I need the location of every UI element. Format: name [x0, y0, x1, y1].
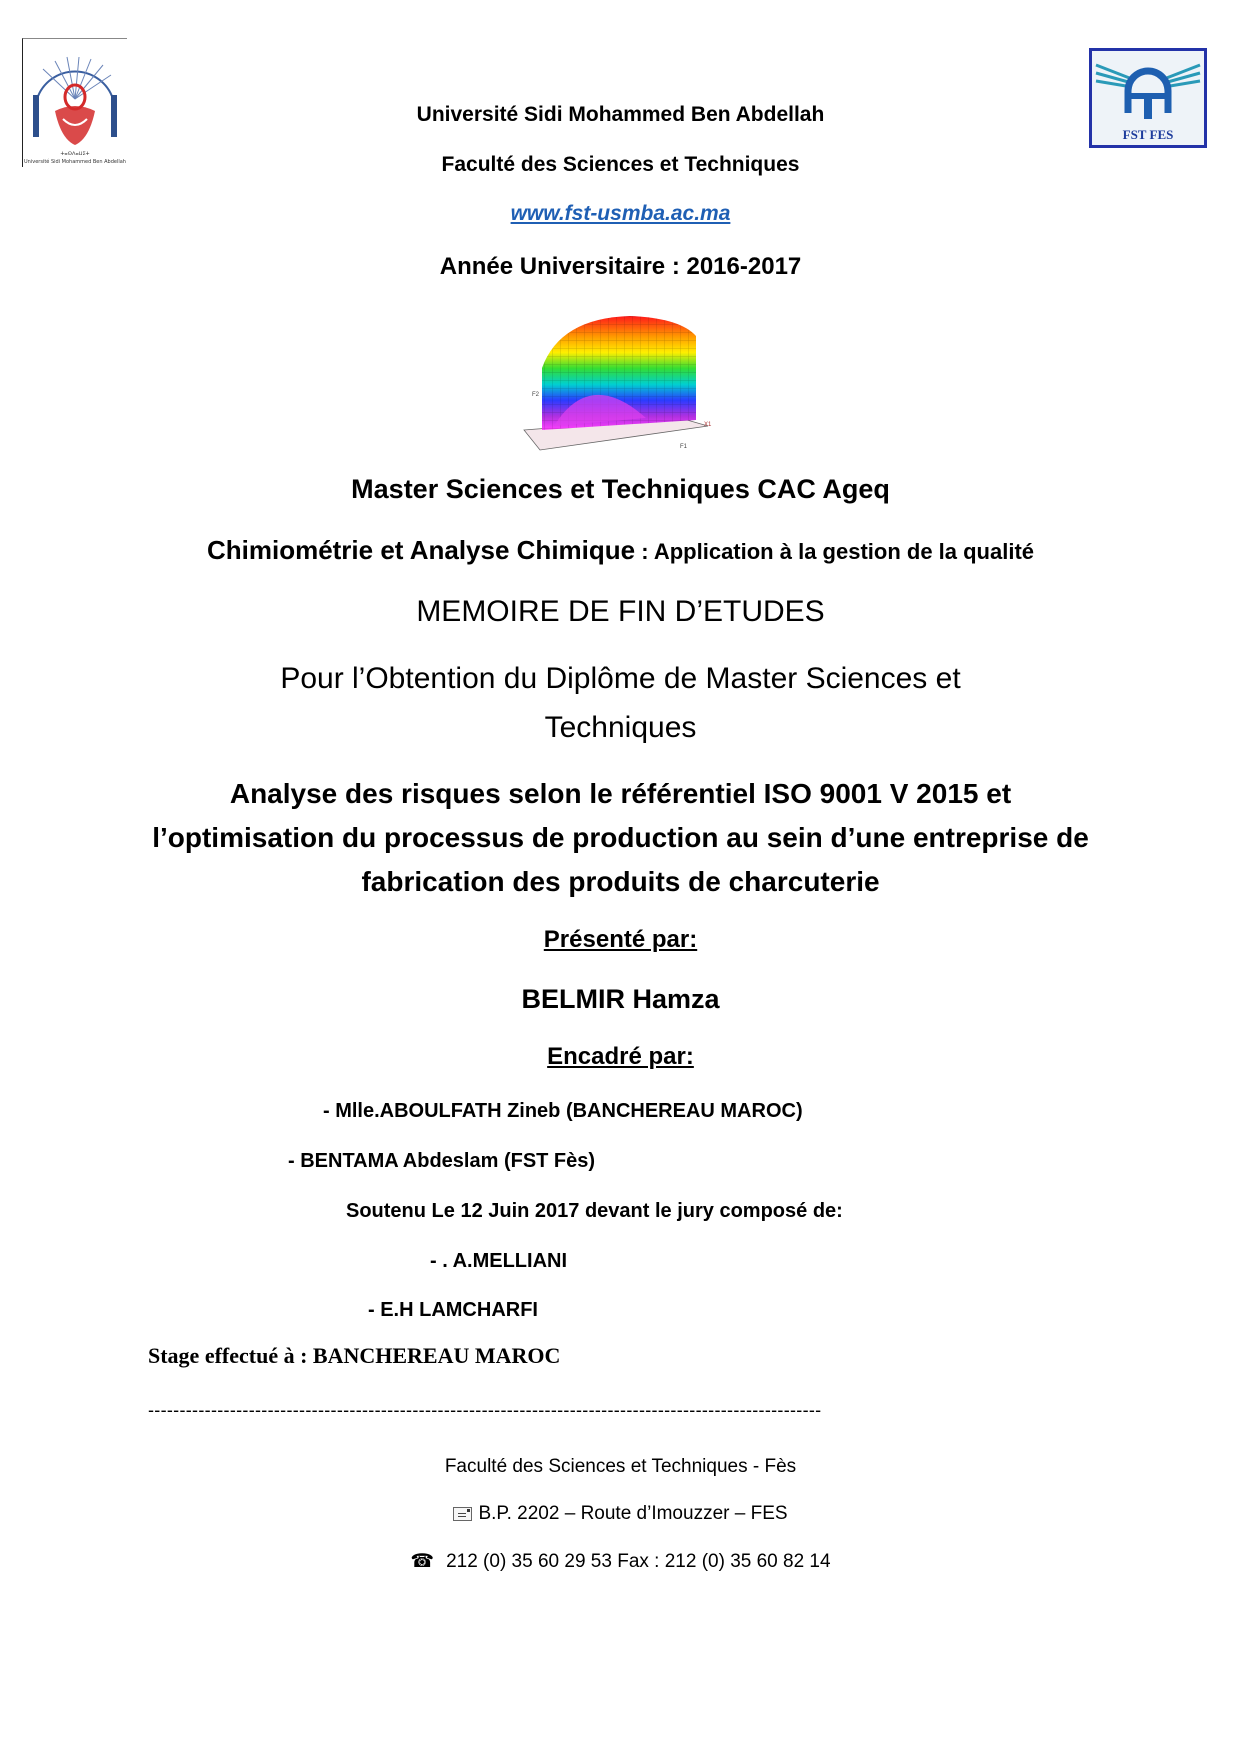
- thesis-title-line3: fabrication des produits de charcuterie: [361, 866, 880, 897]
- svg-text:X1: X1: [704, 422, 712, 428]
- telephone-icon: ☎: [410, 1551, 435, 1572]
- supervised-by-label: Encadré par:: [547, 1043, 694, 1070]
- thesis-type: MEMOIRE DE FIN D’ETUDES: [416, 595, 825, 628]
- specialty-separator: :: [635, 539, 654, 564]
- mailbox-icon: [453, 1507, 472, 1521]
- university-name: Université Sidi Mohammed Ben Abdellah: [416, 103, 825, 126]
- specialty: [0, 535, 1241, 566]
- author-name: BELMIR Hamza: [521, 984, 720, 1014]
- academic-year: Année Universitaire : 2016-2017: [439, 253, 802, 280]
- thesis-purpose-line1: Pour l’Obtention du Diplôme de Master Sciences et: [280, 662, 961, 695]
- presented-by-label: Présenté par:: [543, 926, 698, 953]
- thesis-title-line2: l’optimisation du processus de production au sein d’une entreprise de: [152, 822, 1089, 853]
- fst-emblem-icon: [1092, 51, 1204, 145]
- separator-line: -----------------------------------------------------------------------------------------------------------: [148, 1400, 822, 1420]
- phone-text: 212 (0) 35 60 29 53 Fax : 212 (0) 35 60 82 14: [446, 1551, 831, 1572]
- specialty-main: Chimiométrie et Analyse Chimique: [206, 535, 636, 565]
- svg-text:Université Sidi Mohammed Ben A: Université Sidi Mohammed Ben Abdellah: [24, 159, 126, 165]
- jury-member-2: - E.H LAMCHARFI: [368, 1299, 538, 1321]
- master-program: Master Sciences et Techniques CAC Ageq: [351, 474, 890, 504]
- svg-text:F2: F2: [532, 392, 540, 398]
- thesis-purpose-line2: Techniques: [544, 711, 697, 744]
- svg-text:ⵜⴰⵙⴷⴰⵡⵉⵜ: ⵜⴰⵙⴷⴰⵡⵉⵜ: [60, 151, 90, 157]
- address-text: B.P. 2202 – Route d’Imouzzer – FES: [478, 1503, 788, 1524]
- jury-member-1: - . A.MELLIANI: [430, 1250, 568, 1272]
- surface-plot-icon: [520, 308, 720, 458]
- specialty-sub: Application à la gestion de la qualité: [653, 539, 1035, 564]
- footer-phone: [0, 1550, 1241, 1573]
- website-link[interactable]: www.fst-usmba.ac.ma: [510, 202, 731, 225]
- fst-fes-logo: [1089, 48, 1207, 148]
- svg-text:FST FES: FST FES: [1122, 127, 1174, 142]
- internship-location: Stage effectué à : BANCHEREAU MAROC: [148, 1343, 561, 1368]
- faculty-name: Faculté des Sciences et Techniques: [441, 153, 800, 176]
- footer-address: [0, 1503, 1241, 1525]
- supervisor-1: - Mlle.ABOULFATH Zineb (BANCHEREAU MAROC): [323, 1100, 803, 1122]
- defense-info: Soutenu Le 12 Juin 2017 devant le jury composé de:: [346, 1200, 843, 1222]
- response-surface-figure: [520, 308, 720, 458]
- svg-text:F1: F1: [680, 444, 688, 450]
- footer-institution: Faculté des Sciences et Techniques - Fès: [444, 1456, 797, 1477]
- supervisor-2: - BENTAMA Abdeslam (FST Fès): [288, 1150, 596, 1172]
- thesis-title-line1: Analyse des risques selon le référentiel ISO 9001 V 2015 et: [229, 778, 1012, 809]
